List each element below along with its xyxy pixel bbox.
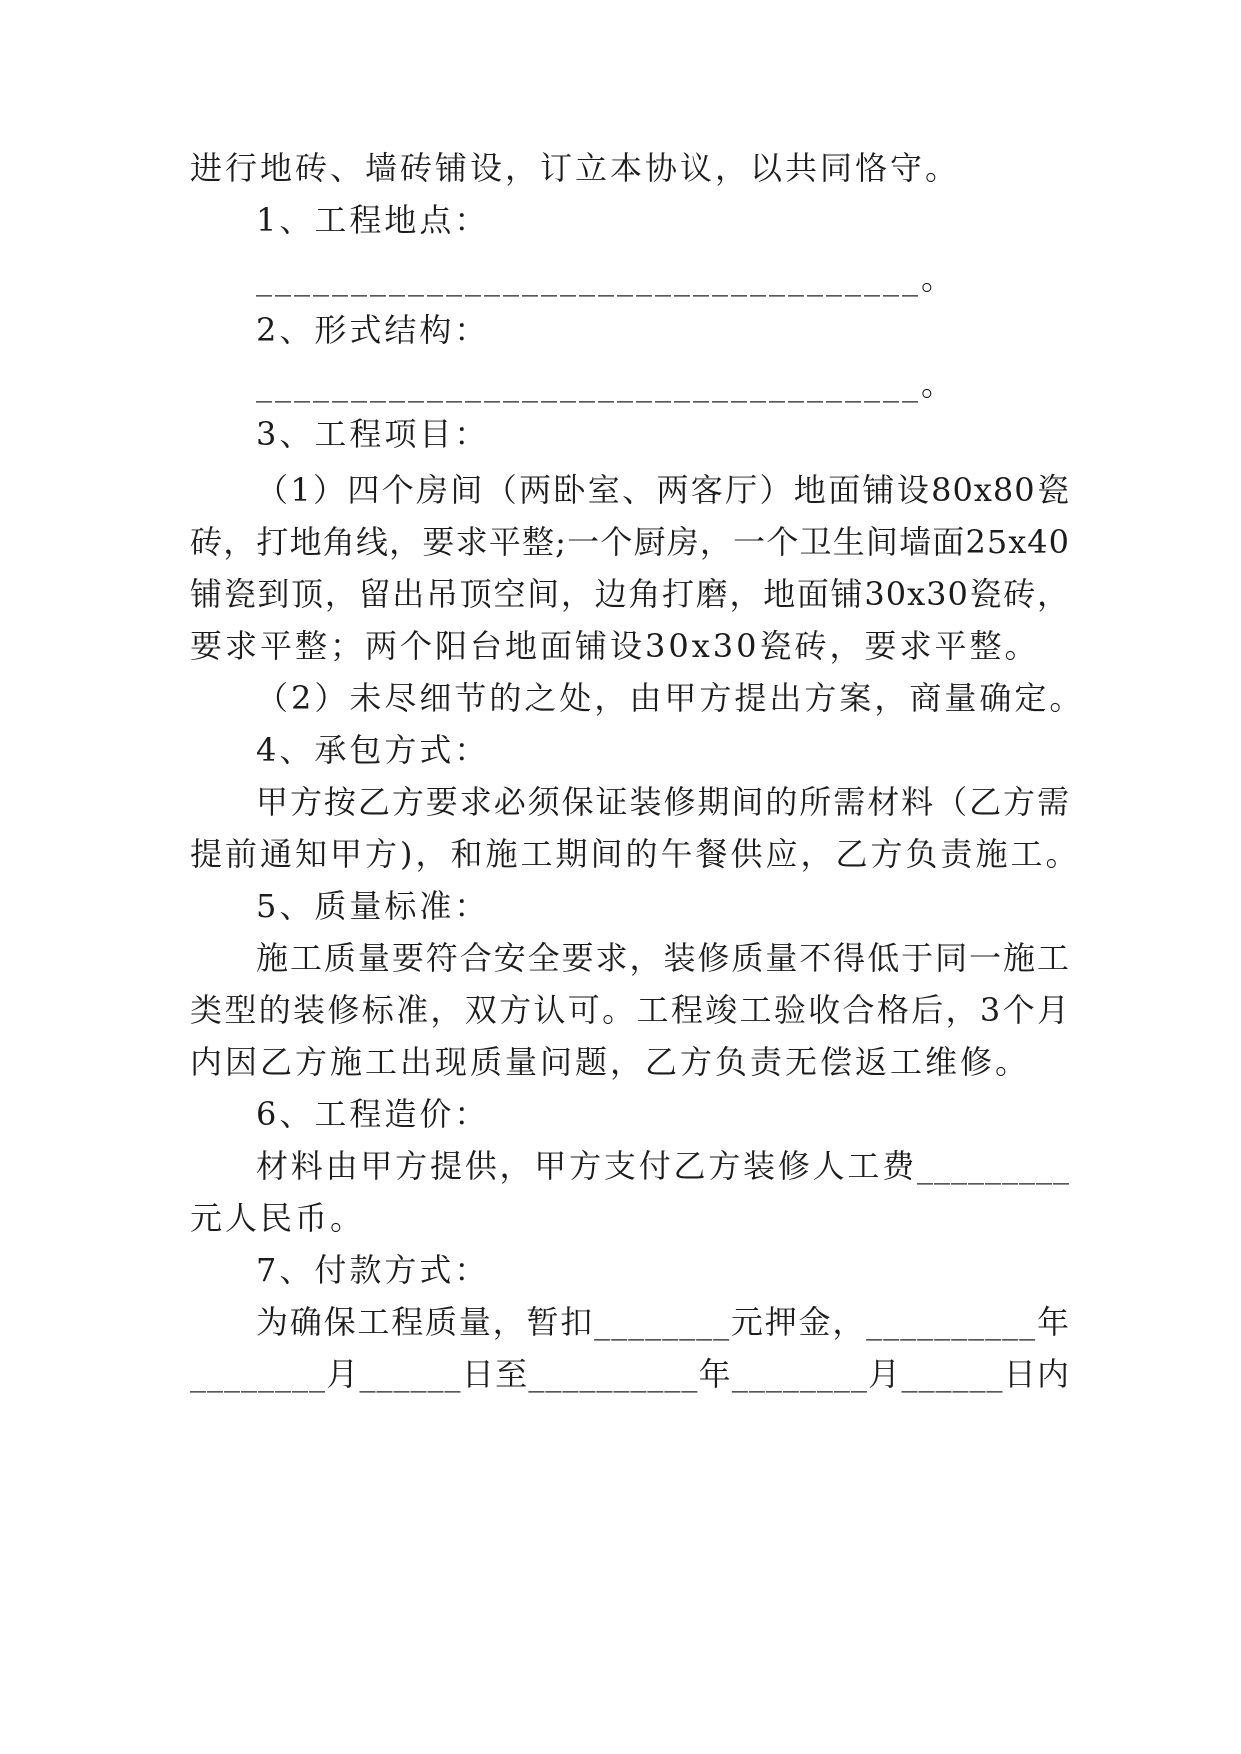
paragraph-line: 为确保工程质量，暂扣________元押金，__________年 [256, 1303, 1070, 1341]
paragraph-line: 甲方按乙方要求必须保证装修期间的所需材料（乙方需 [256, 783, 1070, 821]
paragraph-line: ________月______日至__________年________月______日内 [190, 1355, 1070, 1393]
paragraph-line: 材料由甲方提供，甲方支付乙方装修人工费_________ [256, 1147, 1070, 1185]
paragraph-line: （2）未尽细节的之处，由甲方提出方案，商量确定。 [256, 679, 1085, 717]
section-heading-cost: 6、工程造价： [256, 1095, 490, 1133]
paragraph-line: 施工质量要符合安全要求，装修质量不得低于同一施工 [256, 939, 1070, 977]
paragraph-line: 提前通知甲方)，和施工期间的午餐供应，乙方负责施工。 [190, 835, 1081, 873]
blank-line-location: ___________________________________。 [256, 259, 957, 297]
blank-line-structure: ___________________________________。 [256, 365, 957, 403]
paragraph-line: 元人民币。 [190, 1199, 366, 1237]
section-heading-quality: 5、质量标准： [256, 887, 490, 925]
paragraph-line: 要求平整；两个阳台地面铺设30x30瓷砖，要求平整。 [190, 627, 1040, 665]
paragraph-line: （1）四个房间（两卧室、两客厅）地面铺设80x80瓷 [256, 471, 1070, 509]
section-heading-location: 1、工程地点： [256, 201, 490, 239]
paragraph-line: 类型的装修标准，双方认可。工程竣工验收合格后，3个月 [190, 991, 1070, 1029]
paragraph-line: 内因乙方施工出现质量问题，乙方负责无偿返工维修。 [190, 1043, 1031, 1081]
section-heading-items: 3、工程项目： [256, 415, 490, 453]
section-heading-payment: 7、付款方式： [256, 1251, 490, 1289]
section-heading-contract: 4、承包方式： [256, 731, 490, 769]
section-heading-structure: 2、形式结构： [256, 311, 490, 349]
paragraph-line: 铺瓷到顶，留出吊顶空间，边角打磨，地面铺30x30瓷砖， [190, 575, 1070, 613]
paragraph-line: 砖，打地角线，要求平整;一个厨房，一个卫生间墙面25x40 [190, 523, 1070, 561]
paragraph-line: 进行地砖、墙砖铺设，订立本协议，以共同恪守。 [190, 149, 961, 187]
